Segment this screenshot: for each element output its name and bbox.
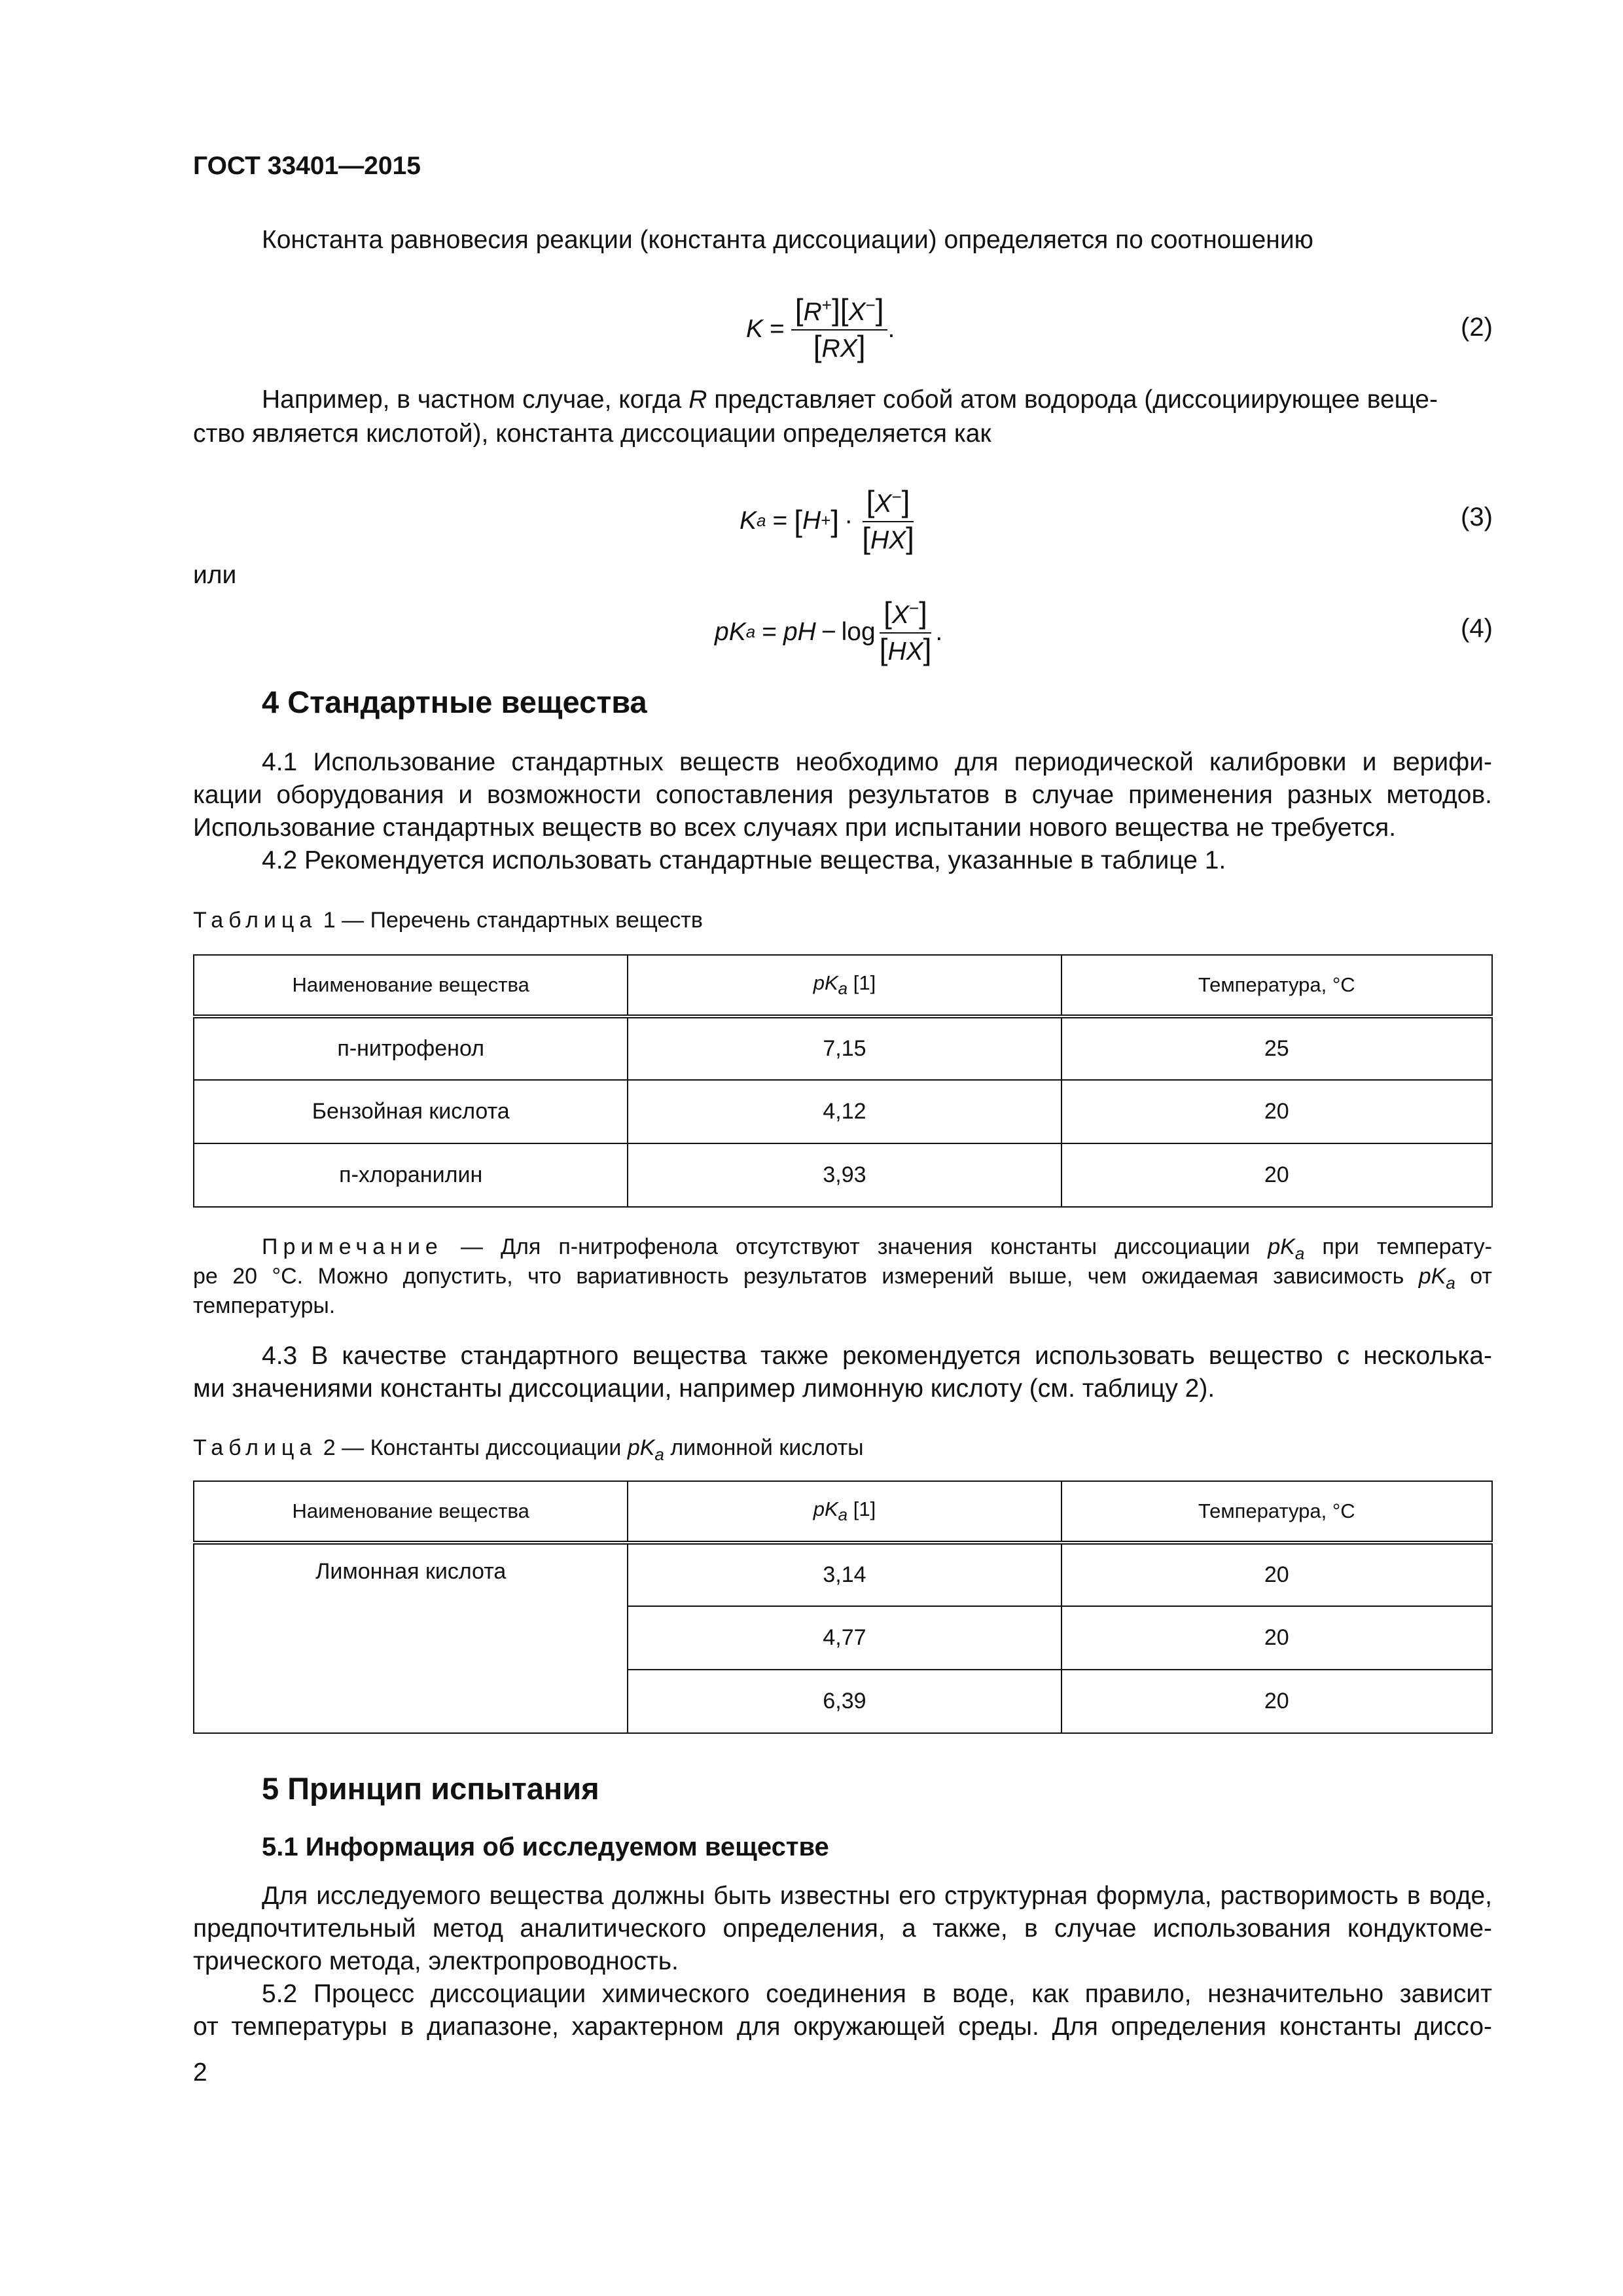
- p52-line1: 5.2 Процесс диссоциации химического соединения в воде, как правило, незначительно зависит: [262, 1980, 1492, 2008]
- table-2-cell-pka: 6,39: [628, 1670, 1061, 1733]
- note-text-d: от: [1470, 1264, 1492, 1289]
- table-2-header-name: Наименование вещества: [194, 1481, 628, 1543]
- example-text-b: представляет собой атом водорода (диссоциирующее веще-: [714, 386, 1438, 414]
- formula-3-lhs: K: [740, 506, 757, 535]
- formula-4-num: X: [891, 600, 909, 629]
- note-line1: [262, 1234, 1492, 1266]
- formula-4-lhs-sub: a: [745, 622, 756, 641]
- table-2-caption-word: Таблица: [193, 1435, 317, 1460]
- table-2-caption-pk: pK: [627, 1435, 655, 1460]
- formula-3-den: HX: [870, 526, 906, 554]
- p51-line1: Для исследуемого вещества должны быть известны его структурная формула, растворимость в воде,: [262, 1882, 1492, 1910]
- formula-3-number: (3): [1461, 503, 1493, 531]
- example-paragraph-line2: ство является кислотой), константа диссоциации определяется как: [193, 420, 991, 448]
- example-paragraph-line1: [262, 382, 1492, 418]
- p51-line3: трического метода, электропроводность.: [193, 1947, 679, 1975]
- formula-3-dot: ·: [844, 506, 853, 535]
- note-text-c: ре 20 °С. Можно допустить, что вариативность результатов измерений выше, чем ожидаемая зависимость: [193, 1264, 1404, 1289]
- formula-4-p: p: [715, 617, 729, 646]
- p41-line3: Использование стандартных веществ во всех случаях при испытании нового вещества не требуется.: [193, 814, 1397, 842]
- table-1-cell-pka: 4,12: [628, 1080, 1061, 1143]
- table-2-header-temp: Температура, °С: [1061, 1481, 1492, 1543]
- p43-line2: ми значениями константы диссоциации, например лимонную кислоту (см. таблицу 2).: [193, 1374, 1215, 1403]
- formula-2-number: (2): [1461, 313, 1493, 342]
- formula-3-fraction: $\frac{[X^-]}{[HX]}$: [862, 484, 914, 555]
- formula-2: [746, 280, 895, 378]
- table-1-header-pka-k: K: [824, 971, 838, 994]
- table-row: [194, 1543, 1492, 1606]
- table-1: [193, 954, 1493, 1208]
- table-2-cell-pka: 4,77: [628, 1606, 1061, 1670]
- table-1-caption-rest: 1 — Перечень стандартных веществ: [323, 908, 703, 933]
- note-line2: [193, 1263, 1492, 1296]
- formula-3-num-sup: −: [891, 486, 902, 507]
- note-line3: температуры.: [193, 1293, 336, 1318]
- table-2-caption-end: лимонной кислоты: [670, 1435, 864, 1460]
- p43-line1: 4.3 В качестве стандартного вещества также рекомендуется использовать вещество с несколька-: [262, 1342, 1492, 1370]
- formula-4-log: log: [841, 617, 876, 646]
- table-2-caption-sub: a: [654, 1444, 664, 1464]
- table-1-cell-temp: 25: [1061, 1016, 1492, 1080]
- note-pk-sub: a: [1294, 1243, 1305, 1263]
- table-1-header-row: [194, 955, 1492, 1016]
- table-1-cell-name: п-хлоранилин: [194, 1143, 628, 1207]
- formula-4: [715, 588, 942, 676]
- or-word: или: [193, 561, 237, 589]
- formula-4-minus: −: [821, 617, 836, 646]
- formula-4-end: .: [935, 617, 943, 646]
- p51-line2: предпочтительный метод аналитического определения, а также, в случае использования кондуктоме-: [193, 1914, 1492, 1943]
- table-1-cell-pka: 7,15: [628, 1016, 1061, 1080]
- note-text-b: при температу-: [1322, 1234, 1492, 1259]
- table-2-header-row: [194, 1481, 1492, 1543]
- table-2-cell-temp: 20: [1061, 1543, 1492, 1606]
- table-2-caption: [193, 1435, 864, 1467]
- formula-4-den: HX: [887, 637, 923, 666]
- table-2-cell-pka: 3,14: [628, 1543, 1061, 1606]
- p52-line2: от температуры в диапазоне, характерном для окружающей среды. Для определения константы диссо-: [193, 2013, 1492, 2041]
- p42: 4.2 Рекомендуется использовать стандартные вещества, указанные в таблице 1.: [262, 846, 1226, 874]
- formula-4-fraction: $\frac{[X^-]}{[HX]}$: [879, 595, 932, 666]
- table-row: [194, 1143, 1492, 1207]
- table-1-cell-name: Бензойная кислота: [194, 1080, 628, 1143]
- table-1-header-pka-sub: a: [838, 978, 848, 999]
- intro-paragraph: Константа равновесия реакции (константа диссоциации) определяется по соотношению: [262, 226, 1313, 254]
- formula-4-eq: =: [762, 617, 777, 646]
- formula-4-number: (4): [1461, 614, 1493, 643]
- table-2-cell-temp: 20: [1061, 1606, 1492, 1670]
- subsection-5-1-title: 5.1 Информация об исследуемом веществе: [262, 1833, 829, 1861]
- formula-3-h-sup: +: [821, 511, 831, 530]
- table-1-caption: [193, 907, 703, 933]
- table-2-header-pka: [628, 1481, 1061, 1543]
- formula-2-num-b: X: [848, 298, 866, 326]
- formula-4-lhs: K: [728, 617, 746, 646]
- note-pk-2: pK: [1418, 1264, 1446, 1289]
- table-2-header-pka-k: K: [824, 1497, 838, 1520]
- formula-4-num-sup: −: [908, 598, 919, 618]
- table-2-header-pka-ref: [1]: [847, 1497, 876, 1520]
- formula-2-end: .: [887, 315, 895, 343]
- table-row: [194, 1080, 1492, 1143]
- table-1-header-temp: Температура, °С: [1061, 955, 1492, 1016]
- formula-3-h: H: [802, 506, 821, 535]
- note-pk-sub-2: a: [1446, 1272, 1455, 1293]
- p41-line2: кации оборудования и возможности сопоставления результатов в случае применения разных методов.: [193, 781, 1492, 809]
- formula-3-num: X: [874, 489, 892, 518]
- note-pk: pK: [1268, 1234, 1295, 1259]
- table-2-cell-name: Лимонная кислота: [194, 1543, 628, 1733]
- document-code: ГОСТ 33401—2015: [193, 152, 421, 180]
- table-1-header-pka: [628, 955, 1061, 1016]
- table-1-cell-name: п-нитрофенол: [194, 1016, 628, 1080]
- table-1-header-pka-p: p: [813, 971, 825, 994]
- formula-3-lhs-sub: a: [757, 511, 766, 530]
- formula-2-den: RX: [821, 334, 857, 363]
- table-row: [194, 1016, 1492, 1080]
- table-2-header-pka-p: p: [813, 1497, 825, 1520]
- formula-4-ph: pH: [783, 617, 816, 646]
- section-5-title: 5 Принцип испытания: [262, 1771, 599, 1806]
- formula-2-num-a-sup: +: [821, 295, 832, 315]
- table-1-header-pka-ref: [1]: [847, 971, 876, 994]
- page-number: 2: [193, 2058, 207, 2087]
- formula-2-eq: =: [770, 315, 785, 343]
- p41-line1: 4.1 Использование стандартных веществ необходимо для периодической калибровки и верифи-: [262, 748, 1492, 776]
- formula-3: K a = [ H + ] · $\frac{[X^-]}{[HX]}$: [740, 476, 918, 565]
- table-1-cell-temp: 20: [1061, 1080, 1492, 1143]
- note-text-a: — Для п-нитрофенола отсутствуют значения константы диссоциации: [460, 1234, 1251, 1259]
- table-2-caption-rest: 2 — Константы диссоциации: [323, 1435, 622, 1460]
- example-var-r: R: [688, 386, 707, 414]
- example-text-a: Например, в частном случае, когда: [262, 386, 682, 414]
- formula-2-fraction: $\frac{[R^+][X^-]}{[RX]}$: [791, 295, 888, 363]
- table-2-cell-temp: 20: [1061, 1670, 1492, 1733]
- table-2: [193, 1480, 1493, 1734]
- table-2-header-pka-sub: a: [838, 1505, 848, 1525]
- table-1-header-name: Наименование вещества: [194, 955, 628, 1016]
- formula-2-num-a: R: [803, 298, 822, 326]
- table-1-cell-pka: 3,93: [628, 1143, 1061, 1207]
- section-4-title: 4 Стандартные вещества: [262, 685, 647, 719]
- table-1-cell-temp: 20: [1061, 1143, 1492, 1207]
- table-1-caption-word: Таблица: [193, 908, 317, 933]
- formula-3-eq: =: [772, 506, 788, 535]
- note-word: Примечание: [262, 1234, 443, 1259]
- formula-2-num-b-sup: −: [865, 295, 876, 315]
- formula-2-lhs: K: [746, 315, 764, 343]
